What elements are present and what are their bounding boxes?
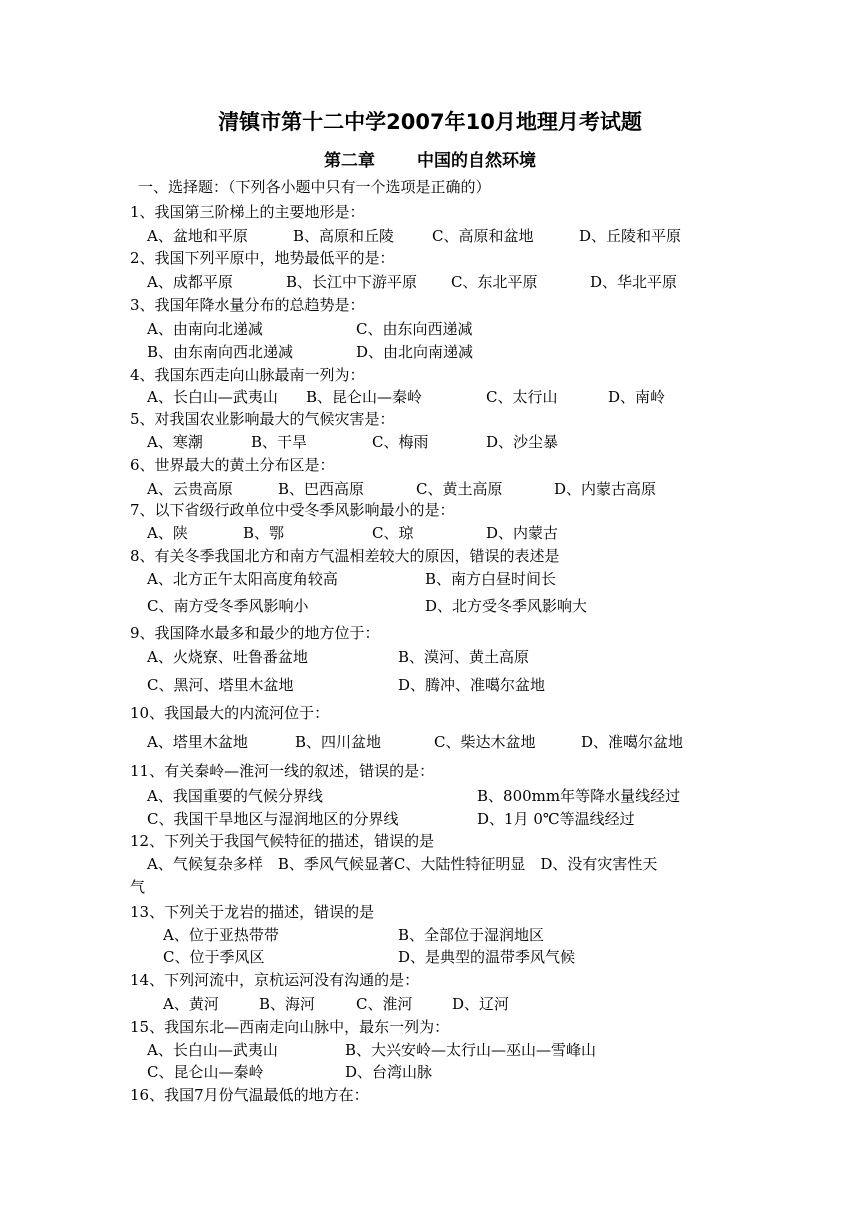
q6-option-b: B、巴西高原 [278,480,365,498]
q4-option-c: C、太行山 [486,388,558,406]
q3-option-d: D、由北向南递减 [356,343,474,361]
q2-option-a: A、成都平原 [147,273,233,291]
q14-option-c: C、淮河 [356,995,413,1013]
q9-option-d: D、腾冲、准噶尔盆地 [398,676,546,694]
q9-option-c: C、黑河、塔里木盆地 [147,676,294,694]
q4-option-d: D、南岭 [608,388,666,406]
q2-option-c: C、东北平原 [451,273,538,291]
q2-option-b: B、长江中下游平原 [286,273,418,291]
q6-option-a: A、云贵高原 [147,480,233,498]
question-11: 11、有关秦岭—淮河一线的叙述，错误的是： [130,762,435,780]
chapter-heading [0,146,860,171]
q15-option-d: D、台湾山脉 [345,1063,433,1081]
q3-option-c: C、由东向西递减 [356,320,473,338]
q12-options-wrap: 气 [130,878,146,896]
q10-option-c: C、柴达木盆地 [434,733,536,751]
q5-option-a: A、寒潮 [147,433,203,451]
question-6: 6、世界最大的黄土分布区是： [130,456,335,474]
q6-option-c: C、黄土高原 [416,480,503,498]
question-2: 2、我国下列平原中，地势最低平的是： [130,249,395,267]
q2-option-d: D、华北平原 [590,273,678,291]
q1-option-a: A、盆地和平原 [147,227,248,245]
q13-option-d: D、是典型的温带季风气候 [398,948,576,966]
q8-option-d: D、北方受冬季风影响大 [425,597,588,615]
q13-option-a: A、位于亚热带带 [163,926,279,944]
q3-option-a: A、由南向北递减 [147,320,263,338]
q11-option-b: B、800mm年等降水量线经过 [477,787,681,805]
section-heading: 一、选择题：（下列各小题中只有一个选项是正确的） [138,178,491,196]
q9-option-b: B、漠河、黄土高原 [398,648,530,666]
q1-option-c: C、高原和盆地 [432,227,534,245]
question-5: 5、对我国农业影响最大的气候灾害是： [130,410,395,428]
question-10: 10、我国最大的内流河位于： [130,704,330,722]
question-16: 16、我国7月份气温最低的地方在： [130,1086,369,1104]
q5-option-d: D、沙尘暴 [486,433,559,451]
question-13: 13、下列关于龙岩的描述，错误的是 [130,903,375,921]
q11-option-a: A、我国重要的气候分界线 [147,787,323,805]
chapter-number: 第二章 [324,151,375,171]
q1-option-b: B、高原和丘陵 [293,227,395,245]
q5-option-c: C、梅雨 [372,433,429,451]
q15-option-b: B、大兴安岭—太行山—巫山—雪峰山 [345,1041,597,1059]
question-14: 14、下列河流中，京杭运河没有沟通的是： [130,971,420,989]
q1-option-d: D、丘陵和平原 [579,227,682,245]
q8-option-a: A、北方正午太阳高度角较高 [147,570,338,588]
question-8: 8、有关冬季我国北方和南方气温相差较大的原因，错误的表述是 [130,547,560,565]
question-1: 1、我国第三阶梯上的主要地形是： [130,203,365,221]
q13-option-b: B、全部位于湿润地区 [398,926,545,944]
q4-option-a: A、长白山—武夷山 [147,388,278,406]
q7-option-c: C、琼 [372,524,414,542]
q6-option-d: D、内蒙古高原 [554,480,657,498]
q7-option-b: B、鄂 [243,524,285,542]
q10-option-a: A、塔里木盆地 [147,733,248,751]
question-3: 3、我国年降水量分布的总趋势是： [130,296,365,314]
q11-option-c: C、我国干旱地区与湿润地区的分界线 [147,810,399,828]
exam-title: 清镇市第十二中学2007年10月地理月考试题 [218,110,642,134]
q10-option-b: B、四川盆地 [295,733,382,751]
question-7: 7、以下省级行政单位中受冬季风影响最小的是： [130,501,455,519]
q14-option-d: D、辽河 [452,995,510,1013]
q9-option-a: A、火烧寮、吐鲁番盆地 [147,648,308,666]
q14-option-b: B、海河 [259,995,316,1013]
q14-option-a: A、黄河 [163,995,219,1013]
q12-options-line: A、气候复杂多样 B、季风气候显著C、大陆性特征明显 D、没有灾害性天 [147,855,658,873]
q8-option-c: C、南方受冬季风影响小 [147,597,309,615]
q11-option-d: D、1月 0℃等温线经过 [477,810,635,828]
chapter-name: 中国的自然环境 [417,151,536,171]
q7-option-a: A、陕 [147,524,188,542]
question-9: 9、我国降水最多和最少的地方位于： [130,624,380,642]
question-15: 15、我国东北—西南走向山脉中，最东一列为： [130,1018,450,1036]
q13-option-c: C、位于季风区 [163,948,265,966]
q15-option-a: A、长白山—武夷山 [147,1041,278,1059]
q8-option-b: B、南方白昼时间长 [425,570,557,588]
q7-option-d: D、内蒙古 [486,524,559,542]
q3-option-b: B、由东南向西北递减 [147,343,294,361]
q15-option-c: C、昆仑山—秦岭 [147,1063,264,1081]
q4-option-b: B、昆仑山—秦岭 [306,388,423,406]
question-12: 12、下列关于我国气候特征的描述，错误的是 [130,832,435,850]
question-4: 4、我国东西走向山脉最南一列为： [130,366,365,384]
q5-option-b: B、干旱 [251,433,308,451]
q10-option-d: D、准噶尔盆地 [581,733,684,751]
